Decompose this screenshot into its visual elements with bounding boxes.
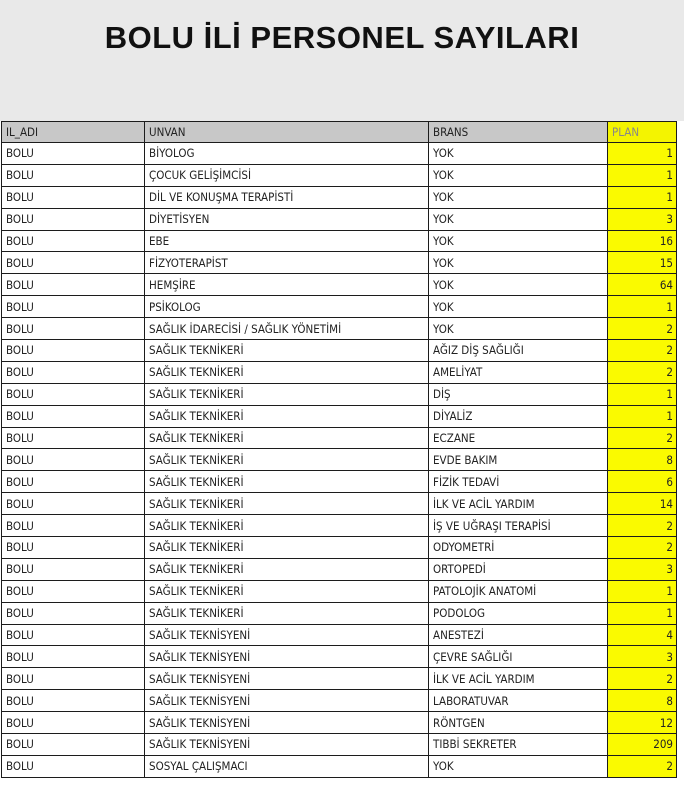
cell-brans[interactable]: RÖNTGEN <box>429 712 608 734</box>
cell-brans[interactable]: ORTOPEDİ <box>429 558 608 580</box>
table-header-row <box>2 122 677 143</box>
cell-il-adi[interactable]: BOLU <box>2 449 145 471</box>
cell-brans[interactable]: PODOLOG <box>429 602 608 624</box>
cell-plan[interactable]: 16 <box>608 230 677 252</box>
cell-plan[interactable]: 2 <box>608 427 677 449</box>
cell-unvan[interactable]: SAĞLIK TEKNİKERİ <box>145 361 429 383</box>
cell-brans[interactable]: YOK <box>429 755 608 777</box>
cell-unvan[interactable]: SAĞLIK TEKNİKERİ <box>145 427 429 449</box>
cell-brans[interactable]: AMELİYAT <box>429 361 608 383</box>
cell-brans[interactable]: YOK <box>429 230 608 252</box>
cell-brans[interactable]: DİŞ <box>429 383 608 405</box>
cell-plan[interactable]: 6 <box>608 471 677 493</box>
cell-il-adi[interactable]: BOLU <box>2 734 145 756</box>
table-row <box>2 208 677 230</box>
cell-unvan[interactable]: FİZYOTERAPİST <box>145 252 429 274</box>
cell-unvan[interactable]: SAĞLIK TEKNİKERİ <box>145 340 429 362</box>
cell-il-adi[interactable]: BOLU <box>2 580 145 602</box>
table-row <box>2 274 677 296</box>
table-row <box>2 296 677 318</box>
cell-il-adi[interactable]: BOLU <box>2 427 145 449</box>
cell-plan[interactable]: 1 <box>608 296 677 318</box>
cell-unvan[interactable]: DİL VE KONUŞMA TERAPİSTİ <box>145 186 429 208</box>
cell-il-adi[interactable]: BOLU <box>2 624 145 646</box>
cell-il-adi[interactable]: BOLU <box>2 361 145 383</box>
cell-il-adi[interactable]: BOLU <box>2 274 145 296</box>
cell-unvan[interactable]: SAĞLIK TEKNİSYENİ <box>145 690 429 712</box>
cell-plan[interactable]: 1 <box>608 143 677 165</box>
table-row <box>2 515 677 537</box>
cell-plan[interactable]: 209 <box>608 734 677 756</box>
cell-plan[interactable]: 12 <box>608 712 677 734</box>
cell-plan[interactable]: 2 <box>608 515 677 537</box>
cell-brans[interactable]: YOK <box>429 318 608 340</box>
cell-unvan[interactable]: SAĞLIK TEKNİKERİ <box>145 515 429 537</box>
cell-plan[interactable]: 64 <box>608 274 677 296</box>
cell-il-adi[interactable]: BOLU <box>2 143 145 165</box>
table-row <box>2 186 677 208</box>
table-row <box>2 558 677 580</box>
table-row <box>2 755 677 777</box>
cell-brans[interactable]: İLK VE ACİL YARDIM <box>429 493 608 515</box>
cell-il-adi[interactable]: BOLU <box>2 208 145 230</box>
cell-brans[interactable]: YOK <box>429 252 608 274</box>
cell-il-adi[interactable]: BOLU <box>2 755 145 777</box>
cell-plan[interactable]: 1 <box>608 164 677 186</box>
cell-unvan[interactable]: SOSYAL ÇALIŞMACI <box>145 755 429 777</box>
page-title: BOLU İLİ PERSONEL SAYILARI <box>104 20 580 55</box>
table-row <box>2 427 677 449</box>
cell-unvan[interactable]: SAĞLIK İDARECİSİ / SAĞLIK YÖNETİMİ <box>145 318 429 340</box>
cell-il-adi[interactable]: BOLU <box>2 712 145 734</box>
cell-il-adi[interactable]: BOLU <box>2 602 145 624</box>
cell-plan[interactable]: 1 <box>608 580 677 602</box>
cell-il-adi[interactable]: BOLU <box>2 318 145 340</box>
table-row <box>2 471 677 493</box>
table-row <box>2 383 677 405</box>
table-row <box>2 143 677 165</box>
table-row <box>2 734 677 756</box>
cell-il-adi[interactable]: BOLU <box>2 493 145 515</box>
table-row <box>2 624 677 646</box>
cell-unvan[interactable]: HEMŞİRE <box>145 274 429 296</box>
cell-plan[interactable]: 8 <box>608 449 677 471</box>
cell-brans[interactable]: LABORATUVAR <box>429 690 608 712</box>
cell-plan[interactable]: 2 <box>608 668 677 690</box>
cell-unvan[interactable]: SAĞLIK TEKNİKERİ <box>145 602 429 624</box>
cell-unvan[interactable]: DİYETİSYEN <box>145 208 429 230</box>
cell-plan[interactable]: 3 <box>608 646 677 668</box>
table-row <box>2 668 677 690</box>
cell-plan[interactable]: 3 <box>608 558 677 580</box>
cell-plan[interactable]: 1 <box>608 383 677 405</box>
cell-brans[interactable]: TIBBİ SEKRETER <box>429 734 608 756</box>
cell-unvan[interactable]: SAĞLIK TEKNİSYENİ <box>145 712 429 734</box>
table-row <box>2 405 677 427</box>
cell-il-adi[interactable]: BOLU <box>2 230 145 252</box>
cell-plan[interactable]: 2 <box>608 755 677 777</box>
cell-unvan[interactable]: SAĞLIK TEKNİKERİ <box>145 405 429 427</box>
table-row <box>2 493 677 515</box>
cell-il-adi[interactable]: BOLU <box>2 471 145 493</box>
cell-unvan[interactable]: SAĞLIK TEKNİSYENİ <box>145 646 429 668</box>
cell-plan[interactable]: 15 <box>608 252 677 274</box>
table-row <box>2 230 677 252</box>
table-row <box>2 602 677 624</box>
cell-brans[interactable]: YOK <box>429 164 608 186</box>
cell-brans[interactable]: İLK VE ACİL YARDIM <box>429 668 608 690</box>
cell-plan[interactable]: 8 <box>608 690 677 712</box>
cell-unvan[interactable]: EBE <box>145 230 429 252</box>
table-row <box>2 164 677 186</box>
cell-plan[interactable]: 1 <box>608 405 677 427</box>
cell-brans[interactable]: YOK <box>429 143 608 165</box>
cell-plan[interactable]: 14 <box>608 493 677 515</box>
cell-plan[interactable]: 1 <box>608 602 677 624</box>
column-header-unvan[interactable]: UNVAN <box>145 122 429 143</box>
cell-unvan[interactable]: SAĞLIK TEKNİKERİ <box>145 558 429 580</box>
cell-il-adi[interactable]: BOLU <box>2 515 145 537</box>
cell-il-adi[interactable]: BOLU <box>2 186 145 208</box>
cell-unvan[interactable]: SAĞLIK TEKNİKERİ <box>145 449 429 471</box>
cell-brans[interactable]: YOK <box>429 274 608 296</box>
cell-il-adi[interactable]: BOLU <box>2 668 145 690</box>
cell-unvan[interactable]: SAĞLIK TEKNİKERİ <box>145 383 429 405</box>
table-row <box>2 537 677 559</box>
cell-il-adi[interactable]: BOLU <box>2 405 145 427</box>
cell-brans[interactable]: PATOLOJİK ANATOMİ <box>429 580 608 602</box>
cell-il-adi[interactable]: BOLU <box>2 646 145 668</box>
cell-il-adi[interactable]: BOLU <box>2 296 145 318</box>
cell-unvan[interactable]: SAĞLIK TEKNİKERİ <box>145 471 429 493</box>
cell-brans[interactable]: DİYALİZ <box>429 405 608 427</box>
table-row <box>2 340 677 362</box>
cell-il-adi[interactable]: BOLU <box>2 164 145 186</box>
cell-brans[interactable]: EVDE BAKIM <box>429 449 608 471</box>
table-body <box>2 143 677 778</box>
cell-plan[interactable]: 2 <box>608 361 677 383</box>
cell-unvan[interactable]: SAĞLIK TEKNİSYENİ <box>145 668 429 690</box>
cell-unvan[interactable]: SAĞLIK TEKNİKERİ <box>145 493 429 515</box>
cell-unvan[interactable]: ÇOCUK GELİŞİMCİSİ <box>145 164 429 186</box>
cell-unvan[interactable]: PSİKOLOG <box>145 296 429 318</box>
cell-il-adi[interactable]: BOLU <box>2 558 145 580</box>
cell-brans[interactable]: ÇEVRE SAĞLIĞI <box>429 646 608 668</box>
cell-unvan[interactable]: BİYOLOG <box>145 143 429 165</box>
cell-plan[interactable]: 2 <box>608 318 677 340</box>
cell-brans[interactable]: ANESTEZİ <box>429 624 608 646</box>
table-row <box>2 449 677 471</box>
cell-unvan[interactable]: SAĞLIK TEKNİSYENİ <box>145 734 429 756</box>
cell-unvan[interactable]: SAĞLIK TEKNİKERİ <box>145 580 429 602</box>
cell-plan[interactable]: 1 <box>608 186 677 208</box>
column-header-brans[interactable]: BRANS <box>429 122 608 143</box>
table-row <box>2 690 677 712</box>
cell-plan[interactable]: 2 <box>608 340 677 362</box>
cell-il-adi[interactable]: BOLU <box>2 537 145 559</box>
cell-brans[interactable]: ECZANE <box>429 427 608 449</box>
table-row <box>2 646 677 668</box>
column-header-plan[interactable]: PLAN <box>608 122 677 143</box>
spreadsheet <box>0 121 684 790</box>
table-row <box>2 580 677 602</box>
cell-il-adi[interactable]: BOLU <box>2 252 145 274</box>
cell-il-adi[interactable]: BOLU <box>2 383 145 405</box>
cell-brans[interactable]: FİZİK TEDAVİ <box>429 471 608 493</box>
cell-brans[interactable]: YOK <box>429 208 608 230</box>
cell-brans[interactable]: YOK <box>429 296 608 318</box>
table-row <box>2 361 677 383</box>
cell-plan[interactable]: 2 <box>608 537 677 559</box>
cell-unvan[interactable]: SAĞLIK TEKNİKERİ <box>145 537 429 559</box>
table-row <box>2 712 677 734</box>
column-header-il-adi[interactable]: IL_ADI <box>2 122 145 143</box>
cell-brans[interactable]: ODYOMETRİ <box>429 537 608 559</box>
cell-plan[interactable]: 4 <box>608 624 677 646</box>
cell-il-adi[interactable]: BOLU <box>2 340 145 362</box>
cell-brans[interactable]: İŞ VE UĞRAŞI TERAPİSİ <box>429 515 608 537</box>
table-row <box>2 252 677 274</box>
table-row <box>2 318 677 340</box>
cell-il-adi[interactable]: BOLU <box>2 690 145 712</box>
cell-brans[interactable]: YOK <box>429 186 608 208</box>
cell-unvan[interactable]: SAĞLIK TEKNİSYENİ <box>145 624 429 646</box>
personnel-table <box>1 121 677 778</box>
cell-brans[interactable]: AĞIZ DİŞ SAĞLIĞI <box>429 340 608 362</box>
cell-plan[interactable]: 3 <box>608 208 677 230</box>
